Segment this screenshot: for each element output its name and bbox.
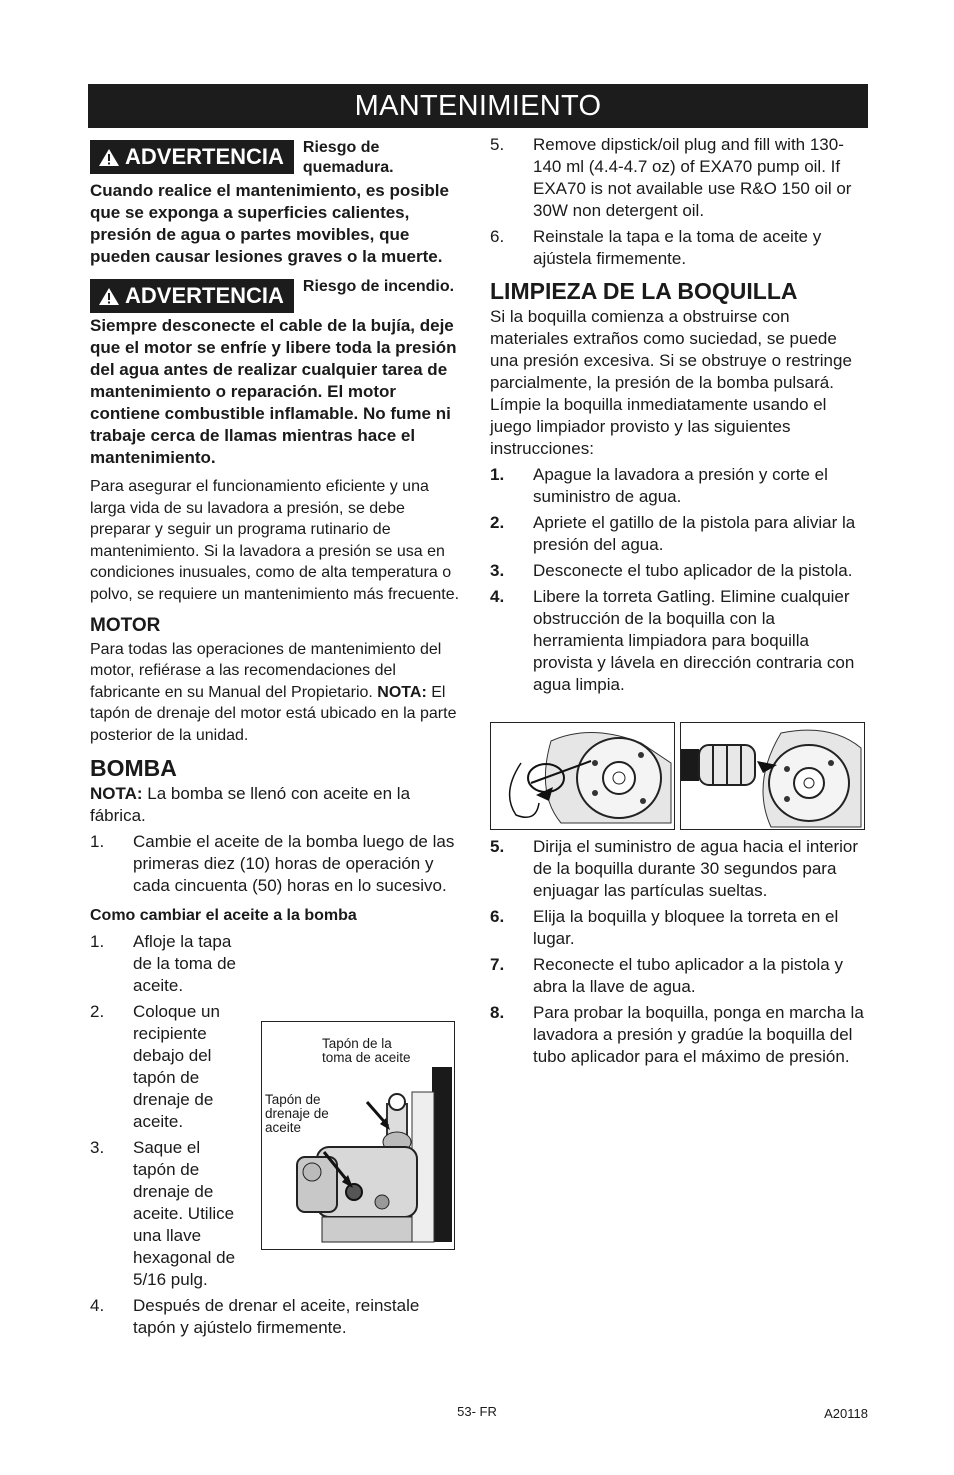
step-text: Coloque un recipiente debajo del tapón de drenaje de aceite. bbox=[133, 1001, 220, 1131]
fill-plug-label: Tapón de la toma de aceite bbox=[322, 1036, 411, 1065]
bomba-note bbox=[90, 783, 464, 827]
step-number: 5. bbox=[490, 135, 505, 154]
step-text: Remove dipstick/oil plug and fill with 130-140 ml (4.4-4.7 oz) of EXA70 pump oil. If EXA70 is not available use R&O 150 oil or 30W non detergent oil. bbox=[533, 135, 852, 220]
warning-badge-label: ADVERTENCIA bbox=[125, 144, 284, 169]
bomba-steps bbox=[90, 831, 464, 897]
list-item bbox=[490, 560, 868, 582]
warning-fire-header bbox=[90, 277, 464, 313]
step-number: 4. bbox=[490, 587, 505, 606]
step-number: 6. bbox=[490, 907, 505, 926]
document-code: A20118 bbox=[824, 1406, 868, 1421]
step-number: 3. bbox=[90, 1137, 105, 1157]
warning-badge bbox=[90, 140, 294, 174]
warning-triangle-icon bbox=[98, 287, 120, 306]
nozzle-cleaning-figure-2 bbox=[680, 722, 865, 830]
step-number: 3. bbox=[490, 561, 505, 580]
list-item bbox=[490, 954, 868, 998]
list-item bbox=[490, 1002, 868, 1068]
warning-risk: Riesgo de quemadura. bbox=[302, 139, 394, 176]
step-text: Afloje la tapa de la toma de aceite. bbox=[133, 931, 237, 995]
step-text: Libere la torreta Gatling. Elimine cualquier obstrucción de la boquilla con la herramienta limpiadora para boquilla provista y lávela en dirección contraria con agua limpia. bbox=[533, 587, 855, 694]
motor-text-body: Para todas las operaciones de mantenimiento del motor, refiérase a las recomendaciones del fabricante en su Manual del Propietario. bbox=[90, 640, 442, 701]
step-text: Desconecte el tubo aplicador de la pistola. bbox=[533, 561, 853, 580]
boquilla-steps-b bbox=[490, 836, 868, 1068]
list-item bbox=[490, 512, 868, 556]
maintenance-intro: Para asegurar el funcionamiento eficiente y una larga vida de su lavadora a presión, se debe preparar y seguir un programa rutinario de mantenimiento. Si la lavadora a presión se usa en condiciones inusuales, como de alta temperatura o polvo, se requiere un mantenimiento más frecuente. bbox=[90, 478, 460, 603]
list-item bbox=[490, 906, 868, 950]
warning-badge bbox=[90, 279, 294, 313]
step-text: Apague la lavadora a presión y corte el suministro de agua. bbox=[533, 465, 828, 506]
step-number: 2. bbox=[90, 1001, 105, 1021]
boquilla-steps-a bbox=[490, 464, 868, 696]
warning-risk: Riesgo de incendio. bbox=[302, 278, 455, 295]
list-item bbox=[490, 836, 868, 902]
page-number: 53- FR bbox=[457, 1404, 497, 1419]
warning-text: Cuando realice el mantenimiento, es posible que se exponga a superficies calientes, presión de agua o partes movibles, que pueden causar lesiones graves o la muerte. bbox=[90, 181, 449, 266]
oil-change-heading: Como cambiar el aceite a la bomba bbox=[90, 906, 357, 924]
motor-heading: MOTOR bbox=[90, 614, 161, 636]
step-number: 2. bbox=[490, 513, 505, 532]
pump-oil-figure bbox=[261, 1021, 455, 1250]
warning-triangle-icon bbox=[98, 148, 120, 167]
step-text: Cambie el aceite de la bomba luego de las primeras diez (10) horas de operación y cada cincuenta (50) horas en lo sucesivo. bbox=[133, 831, 455, 895]
nozzle-tool-illustration bbox=[491, 723, 674, 829]
nozzle-cleaning-figure-1 bbox=[490, 722, 675, 830]
list-item bbox=[90, 931, 250, 997]
step-text: Para probar la boquilla, ponga en marcha la lavadora a presión y gradúe la boquilla del tubo aplicador para el máximo de presión. bbox=[533, 1003, 864, 1066]
step-number: 1. bbox=[90, 931, 105, 951]
motor-text bbox=[90, 639, 464, 747]
step-text: Dirija el suministro de agua hacia el interior de la boquilla durante 30 segundos para enjuagar las partículas sueltas. bbox=[533, 837, 859, 900]
step-text-body: Saque el tapón de drenaje de aceite. Utilice una llave hexagonal de 5/16 pulg. bbox=[133, 1137, 236, 1289]
oil-change-steps-continued bbox=[490, 134, 868, 270]
step-number: 1. bbox=[90, 831, 105, 851]
list-item bbox=[90, 1295, 464, 1339]
list-item bbox=[490, 134, 868, 222]
step-text: Apriete el gatillo de la pistola para aliviar la presión del agua. bbox=[533, 513, 856, 554]
step-number: 4. bbox=[90, 1295, 105, 1315]
list-item bbox=[490, 226, 868, 270]
step-text: Reconecte el tubo aplicador a la pistola y abra la llave de agua. bbox=[533, 955, 843, 996]
warning-badge-label: ADVERTENCIA bbox=[125, 283, 284, 308]
list-item bbox=[90, 831, 464, 897]
step-number: 6. bbox=[490, 227, 505, 246]
page-title: MANTENIMIENTO bbox=[88, 84, 868, 128]
step-number: 1. bbox=[490, 465, 505, 484]
step-number: 7. bbox=[490, 955, 505, 974]
step-text: Reinstale la tapa e la toma de aceite y ajústela firmemente. bbox=[533, 227, 822, 268]
step-number: 8. bbox=[490, 1003, 505, 1022]
right-column bbox=[490, 134, 868, 1066]
list-item bbox=[490, 464, 868, 508]
bomba-heading: BOMBA bbox=[90, 754, 177, 781]
nozzle-flush-illustration bbox=[681, 723, 864, 829]
bomba-note-text: La bomba se llenó con aceite en la fábrica. bbox=[90, 783, 411, 825]
step-text: Elija la boquilla y bloquee la torreta en el lugar. bbox=[533, 907, 839, 948]
list-item bbox=[90, 1001, 250, 1133]
step-text: Después de drenar el aceite, reinstale tapón y ajústelo firmemente. bbox=[133, 1295, 420, 1337]
drain-plug-label: Tapón de drenaje de aceite bbox=[265, 1092, 329, 1135]
note-label: NOTA: bbox=[377, 683, 427, 701]
list-item bbox=[490, 586, 868, 696]
step-number: 5. bbox=[490, 837, 505, 856]
boquilla-intro: Si la boquilla comienza a obstruirse con materiales extraños como suciedad, se puede una presión excesiva. Si se obstruye o restringe parcialmente, la presión de la bomba pulsará. Límpie la boquilla inmediatamente usando el juego limpiador provisto y las siguientes instrucciones: bbox=[490, 307, 852, 458]
warning-burn-header bbox=[90, 138, 464, 178]
note-label: NOTA: bbox=[90, 783, 143, 803]
motor-note-text: El tapón de drenaje del motor está ubicado en la parte posterior de la unidad. bbox=[90, 683, 457, 744]
boquilla-heading: LIMPIEZA DE LA BOQUILLA bbox=[490, 278, 798, 304]
warning-text: Siempre desconecte el cable de la bujía, deje que el motor se enfríe y libere toda la presión del agua antes de realizar cualquier tarea de mantenimiento o reparación. El motor contiene combustible inflamable. No fume ni trabaje cerca de llamas mientras hace el mantenimiento. bbox=[90, 316, 457, 467]
